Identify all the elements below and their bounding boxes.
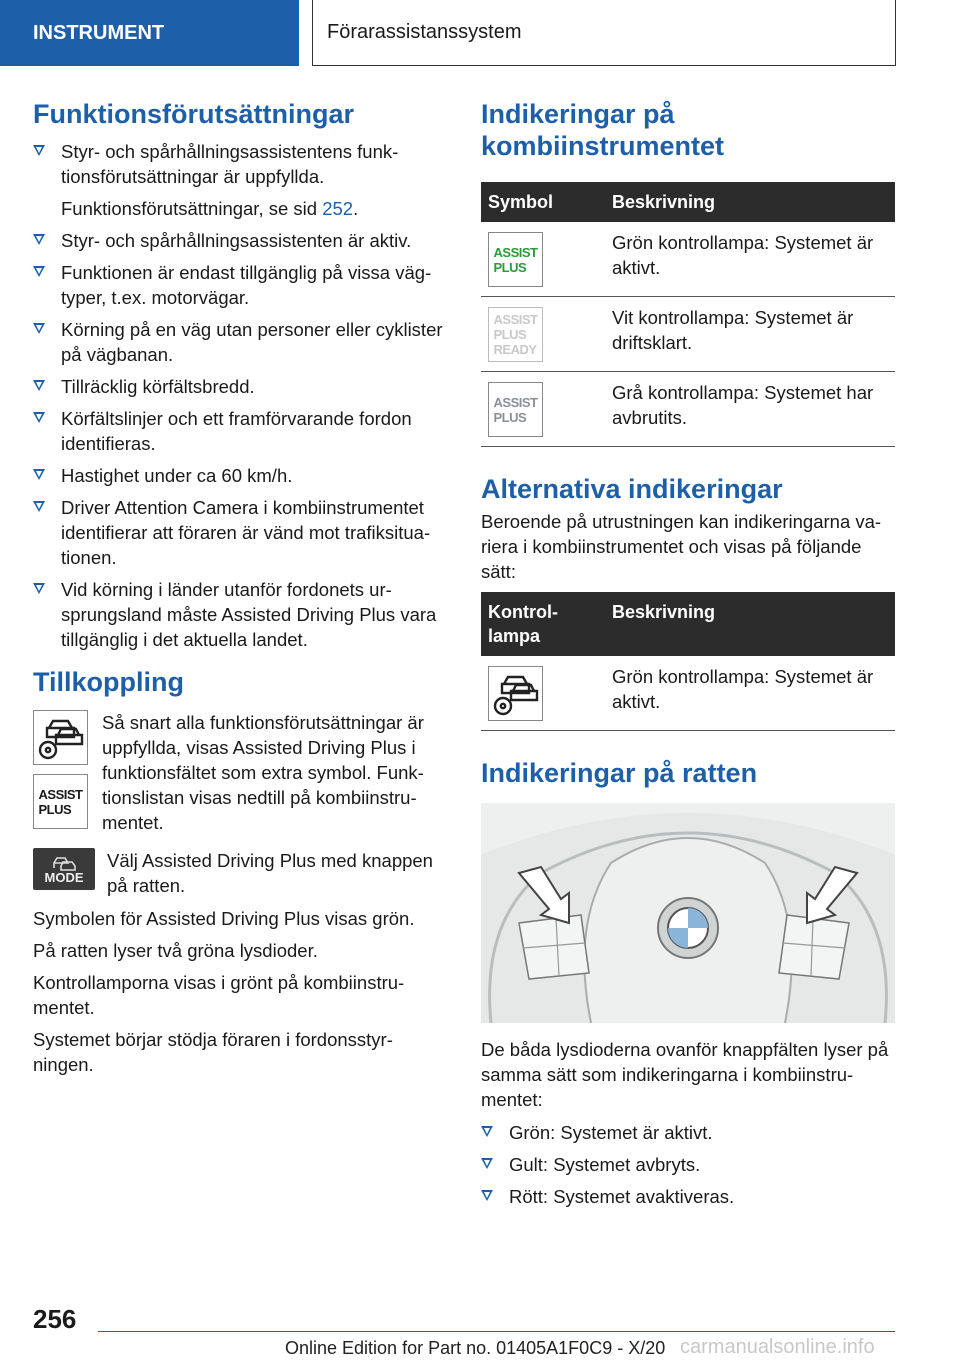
left-column — [33, 98, 447, 1077]
header-section: INSTRUMENT — [0, 0, 299, 66]
watermark: carmanualsonline.info — [680, 1336, 875, 1358]
header-chapter: Förarassistanssystem — [312, 0, 896, 66]
table-header — [481, 592, 895, 656]
list-item: Grön: Systemet är aktivt. — [481, 1120, 895, 1145]
bullet-triangle-icon — [33, 323, 45, 334]
requirements-list — [33, 139, 447, 652]
bullet-triangle-icon — [33, 145, 45, 156]
indicator-table — [481, 182, 895, 447]
page-link[interactable]: 252 — [322, 198, 354, 219]
mode-button-icon: MODE — [33, 848, 95, 890]
table-row: ASSIST PLUS Grå kontrollampa: Systemet har avbrutits. — [481, 372, 895, 447]
list-item: Styr- och spårhållningsassistentens funktionsförutsättningar är uppfyllda. Funktionsförutsättningar, se sid 252. — [33, 139, 447, 221]
list-item: Tillräcklig körfältsbredd. — [33, 374, 447, 399]
ratten-text: De båda lysdioderna ovanför knappfälten lyser på samma sätt som indikeringarna i kombiinstrumentet: — [481, 1039, 889, 1110]
page-reference: Funktionsförutsättningar, se sid 252. — [61, 198, 359, 219]
mode-text: Välj Assisted Driving Plus med knappen på ratten. — [107, 850, 433, 896]
footer-divider — [98, 1331, 895, 1332]
bullet-triangle-icon — [33, 266, 45, 277]
heading-ratten: Indikeringar på ratten — [481, 758, 758, 788]
assisted-driving-icon — [488, 666, 543, 721]
assist-plus-icon: ASSIST PLUS — [33, 774, 88, 829]
bullet-triangle-icon — [33, 469, 45, 480]
heading-funktionsforutsattningar: Funktionsförutsättningar — [33, 99, 354, 129]
paragraph: Symbolen för Assisted Driving Plus visas grön. — [33, 908, 415, 929]
list-item: Hastighet under ca 60 km/h. — [33, 463, 447, 488]
bullet-triangle-icon — [33, 380, 45, 391]
bullet-triangle-icon — [33, 501, 45, 512]
tillkoppling-block — [33, 710, 447, 835]
table-header — [481, 182, 895, 222]
alternativa-text: Beroende på utrustningen kan indikeringarna variera i kombiinstrumentet och visas på följande sätt: — [481, 511, 882, 582]
assisted-driving-icon — [33, 710, 88, 765]
tillkoppling-icons — [33, 710, 89, 835]
paragraph: Kontrollamporna visas i grönt på kombiinstrumentet. — [33, 972, 405, 1018]
bullet-triangle-icon — [481, 1126, 493, 1137]
table-row: ASSIST PLUS READY Vit kontrollampa: Systemet är driftsklart. — [481, 297, 895, 372]
steering-wheel-illustration — [481, 803, 895, 1023]
col-beskrivning: Beskrivning — [605, 182, 895, 222]
heading-indikeringar-kombi: Indikeringar på kombiinstrumentet — [481, 99, 725, 161]
col-symbol: Symbol — [481, 182, 605, 222]
bullet-triangle-icon — [481, 1190, 493, 1201]
list-item: Funktionen är endast tillgänglig på vissa vägtyper, t.ex. motorvägar. — [33, 260, 447, 310]
bullet-triangle-icon — [33, 583, 45, 594]
right-column — [481, 98, 895, 1216]
footer-edition: Online Edition for Part no. 01405A1F0C9 - X/20 — [285, 1338, 666, 1358]
list-item: Styr- och spårhållningsassistenten är aktiv. — [33, 228, 447, 253]
bullet-triangle-icon — [33, 234, 45, 245]
heading-tillkoppling: Tillkoppling — [33, 667, 184, 697]
alt-indicator-table — [481, 592, 895, 731]
paragraph: På ratten lyser två gröna lysdioder. — [33, 940, 318, 961]
bullet-triangle-icon — [481, 1158, 493, 1169]
list-item: Gult: Systemet avbryts. — [481, 1152, 895, 1177]
heading-alternativa: Alternativa indikeringar — [481, 474, 783, 504]
list-item: Körning på en väg utan personer eller cyklister på vägbanan. — [33, 317, 447, 367]
assist-plus-ready-icon: ASSIST PLUS READY — [488, 307, 543, 362]
bullet-triangle-icon — [33, 412, 45, 423]
table-row: ASSIST PLUS Grön kontrollampa: Systemet är aktivt. — [481, 222, 895, 297]
assist-plus-green-icon: ASSIST PLUS — [488, 232, 543, 287]
led-status-list — [481, 1120, 895, 1209]
table-row: Grön kontrollampa: Systemet är aktivt. — [481, 656, 895, 731]
mode-block — [33, 848, 447, 898]
list-item: Körfältslinjer och ett framförvarande fordon identifieras. — [33, 406, 447, 456]
list-item: Driver Attention Camera i kombiinstrumentet identifierar att föraren är vänd mot trafiksituationen. — [33, 495, 447, 570]
page-number: 256 — [33, 1304, 77, 1334]
tillkoppling-text: Så snart alla funktionsförutsättningar är uppfyllda, visas Assisted Driving Plus i funktionsfältet som extra symbol. Funktionslistan visas nedtill på kombiinstrumentet. — [102, 712, 424, 833]
list-item: Vid körning i länder utanför fordonets ursprungsland måste Assisted Driving Plus vara tillgänglig i det aktuella landet. — [33, 577, 447, 652]
col-kontrollampa: Kontrollampa — [481, 592, 605, 656]
assist-plus-grey-icon: ASSIST PLUS — [488, 382, 543, 437]
paragraph: Systemet börjar stödja föraren i fordonsstyrningen. — [33, 1029, 393, 1075]
list-item: Rött: Systemet avaktiveras. — [481, 1184, 895, 1209]
col-beskrivning: Beskrivning — [605, 592, 895, 656]
